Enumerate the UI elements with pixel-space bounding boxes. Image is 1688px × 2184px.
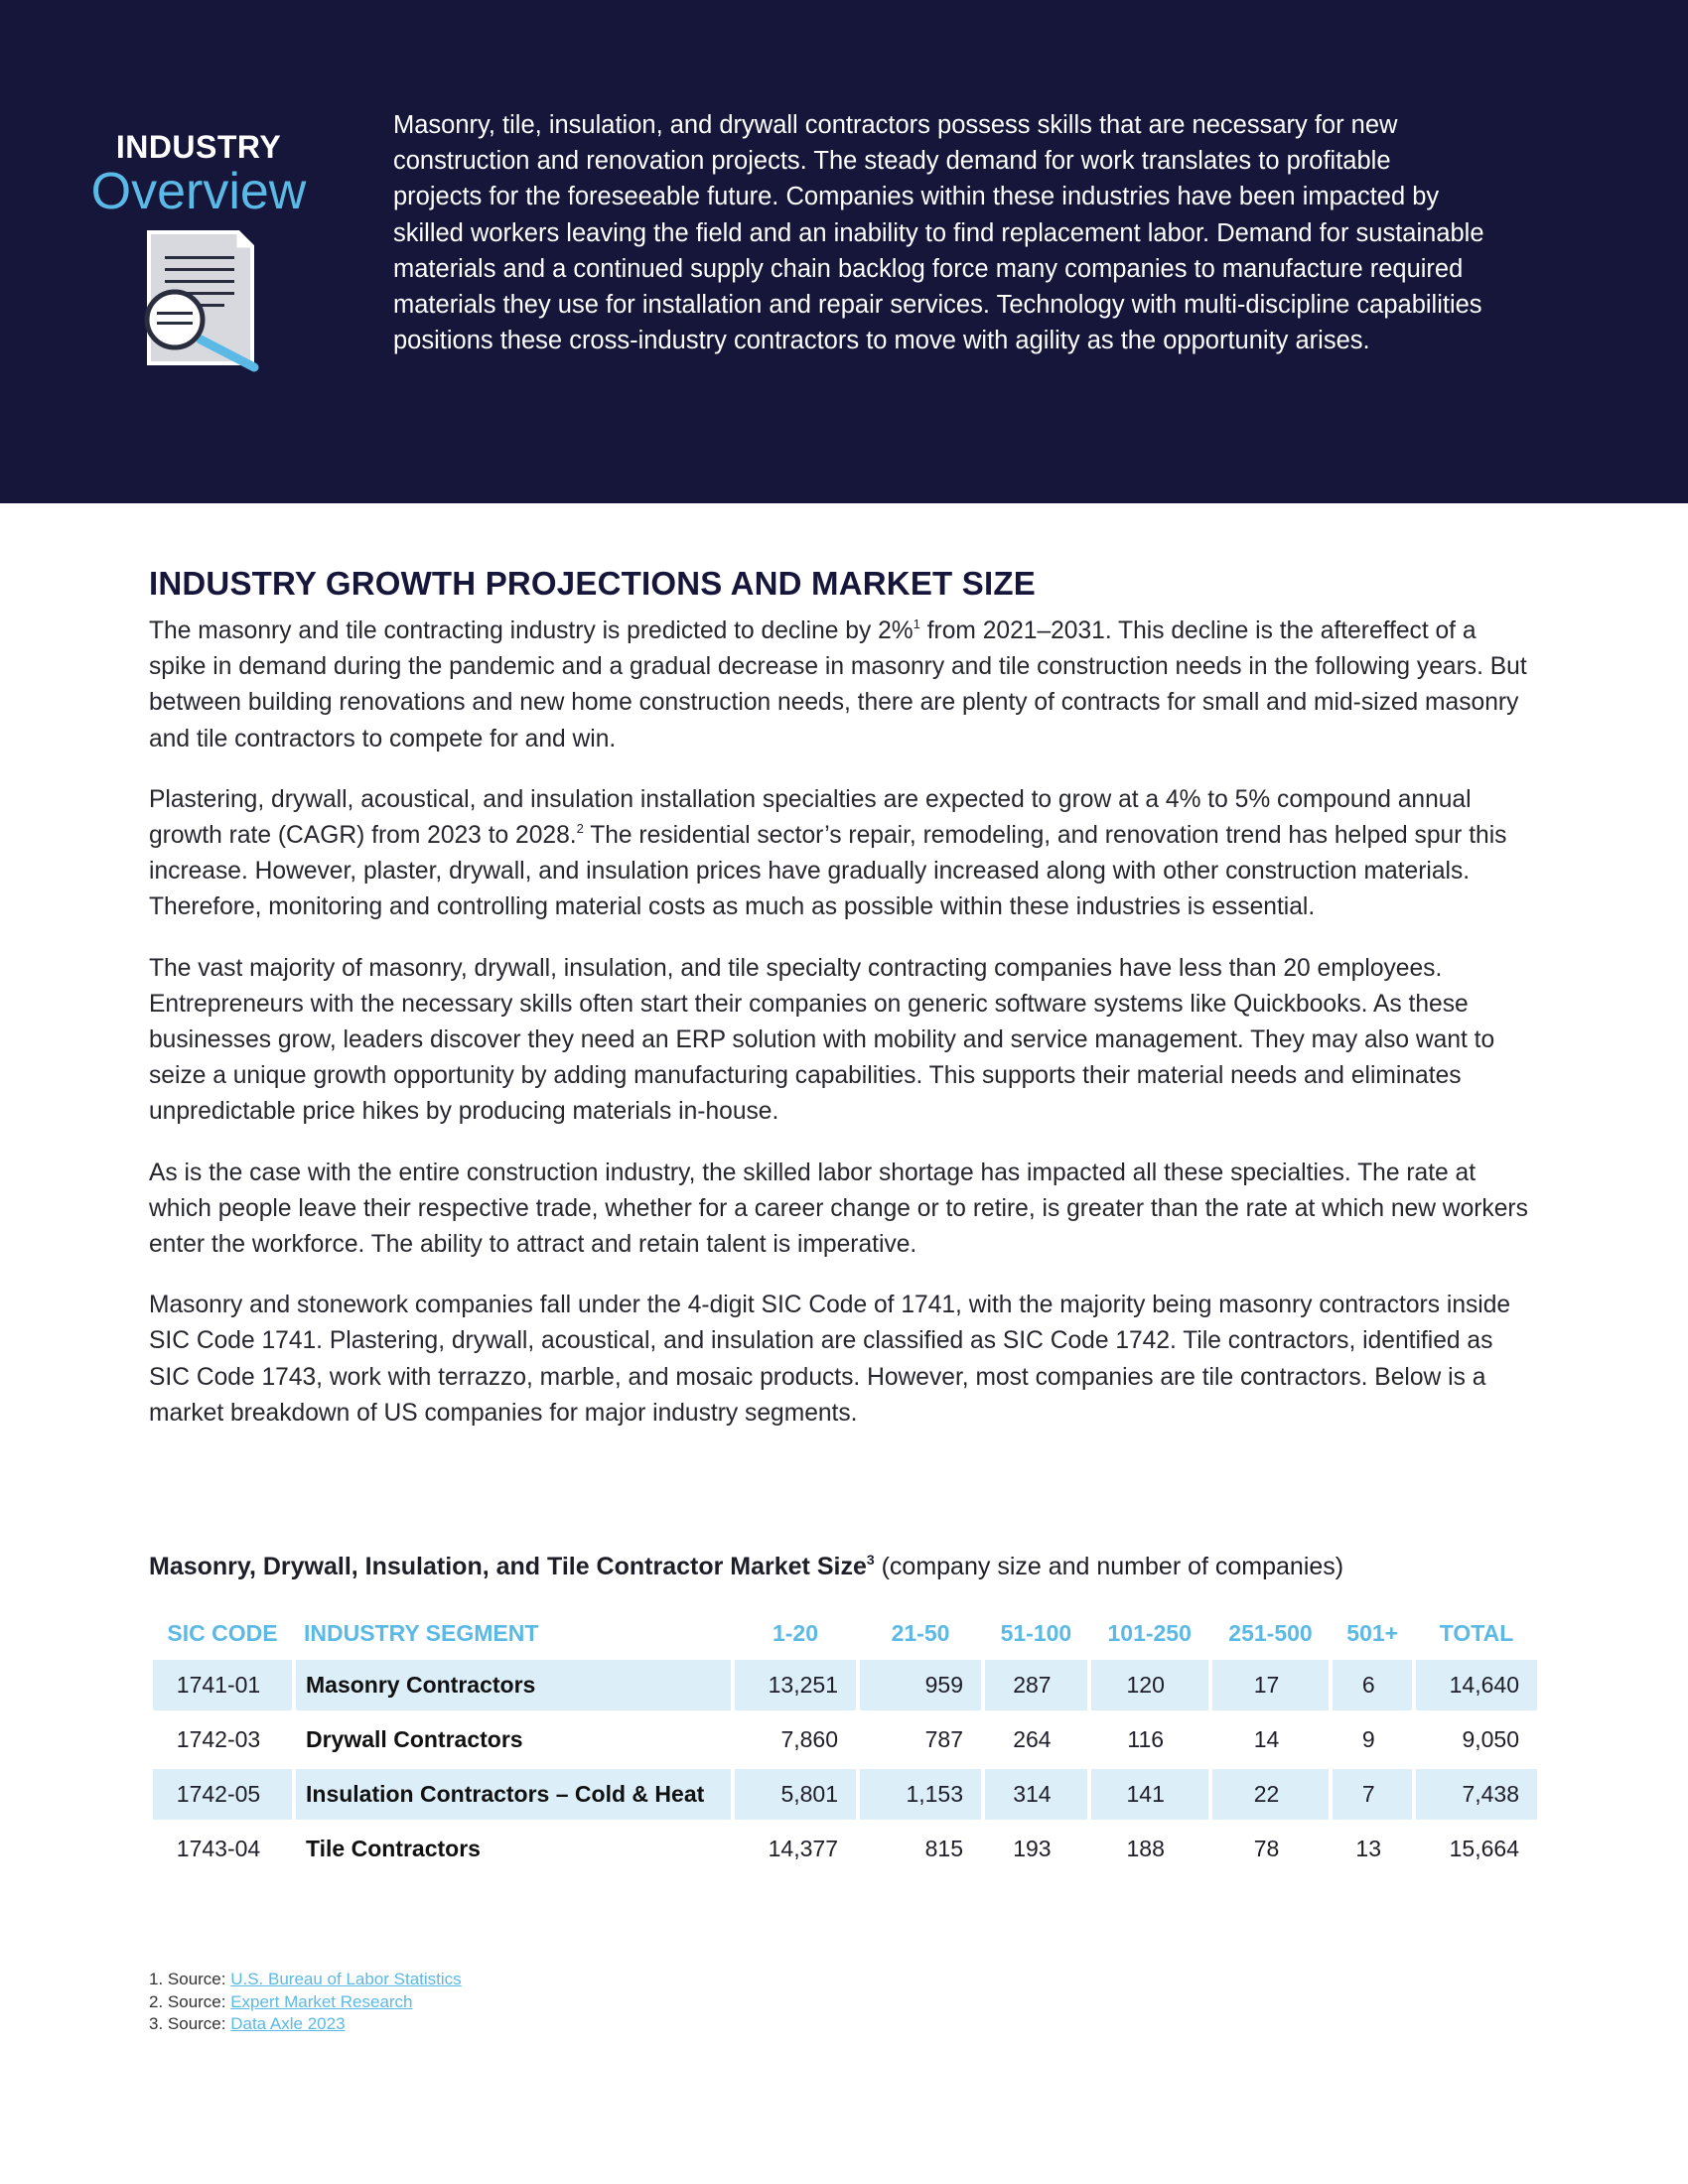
- cell-501-plus: 6: [1333, 1660, 1412, 1710]
- footnote-label: 2. Source:: [149, 1991, 231, 2011]
- footnote-3: [149, 2013, 844, 2036]
- paragraph-drywall-growth: [149, 782, 1539, 926]
- p1-text-b: from 2021–2031. This decline is the aftereffect of a spike in demand during the pandemic and a gradual decrease in masonry and tile construction needs in the following years. But between building renovations and new home construction needs, there are plenty of contracts for small and mid-sized masonry and tile contractors to compete for and win.: [149, 617, 1527, 752]
- cell-segment: Insulation Contractors – Cold & Heat: [296, 1769, 731, 1820]
- table-row: [153, 1824, 1537, 1874]
- header-501-plus: 501+: [1346, 1619, 1399, 1646]
- header-101-250: 101-250: [1107, 1619, 1192, 1646]
- overview-intro-text: Masonry, tile, insulation, and drywall contractors possess skills that are necessary for new construction and renovation projects. The steady demand for work translates to profitable projects for the foreseeable future. Companies within these industries have been impacted by skilled workers leaving the field and an inability to find replacement labor. Demand for sustainable materials and a continued supply chain backlog force many companies to manufacture required materials they use for installation and repair services. Technology with multi-discipline capabilities positions these cross-industry contractors to move with agility as the opportunity arises.: [393, 111, 1484, 355]
- paragraph-masonry-tile-decline: [149, 614, 1539, 757]
- cell-1-20: 7,860: [780, 1726, 838, 1752]
- cell-total: 15,664: [1449, 1836, 1519, 1861]
- header-51-100: 51-100: [1000, 1619, 1072, 1646]
- source-link-data-axle[interactable]: Data Axle 2023: [230, 2014, 346, 2033]
- cell-21-50: 1,153: [860, 1769, 981, 1820]
- cell-501-plus: 13: [1355, 1836, 1381, 1861]
- cell-total: 14,640: [1416, 1660, 1537, 1710]
- table-caption: [149, 1547, 1559, 1586]
- badge-industry-label: INDUSTRY: [115, 129, 282, 165]
- cell-total: 7,438: [1416, 1769, 1537, 1820]
- footnote-ref-2: 2: [576, 821, 584, 837]
- main-content: [149, 562, 1539, 1456]
- cell-51-100: 193: [1013, 1836, 1052, 1861]
- document-magnifier-icon: [139, 228, 268, 377]
- cell-51-100: 314: [985, 1769, 1087, 1820]
- cell-21-50: 787: [924, 1726, 963, 1752]
- p1-text-a: The masonry and tile contracting industry is predicted to decline by 2%: [149, 617, 914, 644]
- cell-sic-code: 1742-05: [153, 1769, 292, 1820]
- cell-501-plus: 7: [1333, 1769, 1412, 1820]
- table-row: [153, 1714, 1537, 1765]
- industry-overview-badge: [79, 129, 318, 220]
- footnote-1: [149, 1969, 844, 1991]
- header-total: TOTAL: [1439, 1619, 1514, 1646]
- table-header-row: [153, 1610, 1537, 1656]
- paragraph-labor-shortage: As is the case with the entire construction industry, the skilled labor shortage has impacted all these specialties. The rate at which people leave their respective trade, whether for a career change or to retire, is greater than the rate at which new workers enter the workforce. The ability to attract and retain talent is imperative.: [149, 1159, 1528, 1259]
- footnotes: [149, 1969, 844, 2036]
- header-industry-segment: INDUSTRY SEGMENT: [304, 1619, 539, 1646]
- cell-251-500: 17: [1212, 1660, 1330, 1710]
- cell-101-250: 141: [1091, 1769, 1208, 1820]
- header-251-500: 251-500: [1228, 1619, 1313, 1646]
- cell-501-plus: 9: [1361, 1726, 1375, 1752]
- source-link-expert-market-research[interactable]: Expert Market Research: [230, 1991, 413, 2011]
- cell-251-500: 22: [1212, 1769, 1330, 1820]
- cell-101-250: 116: [1127, 1726, 1165, 1752]
- cell-251-500: 78: [1253, 1836, 1280, 1861]
- cell-1-20: 5,801: [735, 1769, 856, 1820]
- footnote-label: 3. Source:: [149, 2014, 231, 2033]
- cell-segment: Masonry Contractors: [296, 1660, 731, 1710]
- cell-1-20: 13,251: [735, 1660, 856, 1710]
- cell-segment: Drywall Contractors: [306, 1726, 523, 1752]
- badge-overview-label: Overview: [90, 163, 307, 220]
- table-caption-subtitle: (company size and number of companies): [874, 1553, 1344, 1580]
- header-21-50: 21-50: [891, 1619, 950, 1646]
- cell-sic-code: 1743-04: [176, 1836, 261, 1861]
- cell-251-500: 14: [1253, 1726, 1280, 1752]
- section-title: INDUSTRY GROWTH PROJECTIONS AND MARKET SIZE: [149, 565, 1036, 602]
- cell-segment: Tile Contractors: [306, 1836, 481, 1861]
- p2-text-a: Plastering, drywall, acoustical, and insulation installation specialties are expected to grow at a 4% to 5% compound annual growth rate (CAGR) from 2023 to 2028.: [149, 785, 1472, 850]
- paragraph-company-size: The vast majority of masonry, drywall, insulation, and tile specialty contracting companies have less than 20 employees. Entrepreneurs with the necessary skills often start their companies on generic software systems like Quickbooks. As these businesses grow, leaders discover they need an ERP solution with mobility and service management. They may also want to seize a unique growth opportunity by adding manufacturing capabilities. This supports their material needs and eliminates unpredictable price hikes by producing materials in-house.: [149, 954, 1495, 1126]
- footnote-2: [149, 1991, 844, 2014]
- table-row: [153, 1660, 1537, 1710]
- cell-total: 9,050: [1462, 1726, 1519, 1752]
- paragraph-sic-codes: Masonry and stonework companies fall under the 4-digit SIC Code of 1741, with the majority being masonry contractors inside SIC Code 1741. Plastering, drywall, acoustical, and insulation are classified as SIC Code 1742. Tile contractors, identified as SIC Code 1743, work with terrazzo, marble, and mosaic products. However, most companies are tile contractors. Below is a market breakdown of US companies for major industry segments.: [149, 1292, 1511, 1427]
- cell-51-100: 264: [1013, 1726, 1052, 1752]
- footnote-ref-3: 3: [866, 1552, 875, 1568]
- footnote-label: 1. Source:: [149, 1970, 231, 1988]
- cell-21-50: 815: [924, 1836, 963, 1861]
- cell-sic-code: 1741-01: [153, 1660, 292, 1710]
- source-link-bls[interactable]: U.S. Bureau of Labor Statistics: [230, 1970, 462, 1988]
- footnote-ref-1: 1: [913, 616, 920, 631]
- cell-101-250: 188: [1126, 1836, 1165, 1861]
- cell-21-50: 959: [860, 1660, 981, 1710]
- overview-banner: [0, 0, 1688, 503]
- header-1-20: 1-20: [772, 1619, 819, 1646]
- cell-1-20: 14,377: [768, 1836, 838, 1861]
- cell-sic-code: 1742-03: [176, 1726, 261, 1752]
- table-caption-title: Masonry, Drywall, Insulation, and Tile Contractor Market Size: [149, 1553, 867, 1580]
- market-size-table: [149, 1606, 1541, 1878]
- p2-text-b: The residential sector’s repair, remodeling, and renovation trend has helped spur this increase. However, plaster, drywall, and insulation prices have gradually increased along with other construction materials. Therefore, monitoring and controlling material costs as much as possible within these industries is essential.: [149, 822, 1507, 921]
- cell-51-100: 287: [985, 1660, 1087, 1710]
- table-row: [153, 1769, 1537, 1820]
- header-sic-code: SIC CODE: [167, 1619, 278, 1646]
- cell-101-250: 120: [1091, 1660, 1208, 1710]
